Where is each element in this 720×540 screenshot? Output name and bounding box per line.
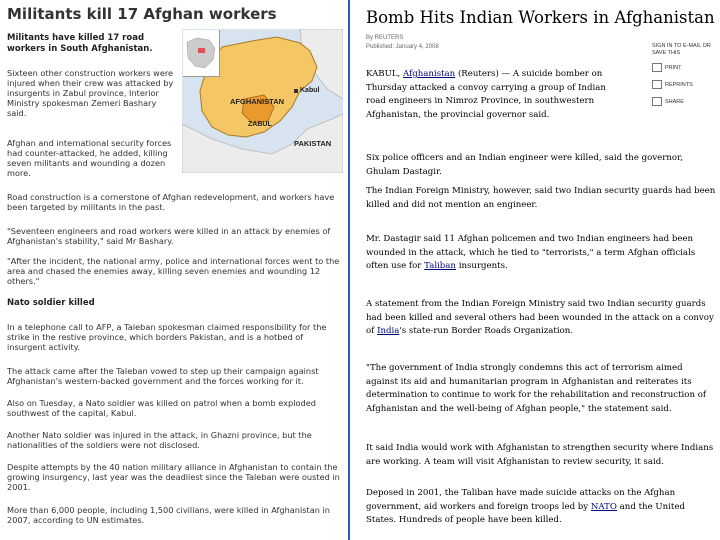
- panel-divider: [348, 0, 350, 540]
- india-link[interactable]: India: [377, 326, 400, 336]
- share-icon: [652, 97, 662, 106]
- signin-to-email-link[interactable]: SIGN IN TO E-MAIL OR SAVE THIS: [652, 43, 711, 56]
- byline: By REUTERS: [366, 35, 404, 41]
- taliban-link[interactable]: Taliban: [424, 261, 456, 271]
- paragraph-6: "The government of India strongly condemns this act of terrorism aimed against its aid and humanitarian program in Afghanistan and reiterates its determination to continue to work for the rehabilitation and reconstruction of Afghanistan and the well-being of Afghan people," the statement said.: [366, 363, 707, 414]
- article-headline: Bomb Hits Indian Workers in Afghanistan: [366, 8, 715, 27]
- published-date: Published: January 4, 2008: [366, 44, 439, 50]
- paragraph-1: Sixteen other construction workers were injured when their crew was attacked by insurgents in Zabul province, Interior Ministry spokesman Zemeri Bashary said.: [7, 68, 174, 118]
- inset-world-graphic: [183, 30, 219, 76]
- paragraph-11: More than 6,000 people, including 1,500 civilians, were killed in Afghanistan in 2007, according to UN estimates.: [7, 505, 330, 525]
- map-label-kabul: Kabul: [300, 87, 320, 94]
- paragraph-4: "Seventeen engineers and road workers were killed in an attack by enemies of Afghanistan's stability," said Mr Bashary.: [7, 226, 331, 246]
- paragraph-8: Deposed in 2001, the Taliban have made suicide attacks on the Afghan government, aid workers and foreign troops led by NATO and the United States. Hundreds of people have been killed.: [366, 488, 685, 525]
- nato-link[interactable]: NATO: [590, 501, 617, 512]
- bbc-article-panel: [0, 0, 346, 540]
- map-inset: [183, 30, 220, 77]
- map-label-afghanistan: AFGHANISTAN: [230, 97, 285, 106]
- reprints-label: REPRINTS: [665, 81, 693, 88]
- article-headline: Militants kill 17 Afghan workers: [7, 5, 277, 23]
- article-lead: Militants have killed 17 road workers in South Afghanistan.: [7, 33, 153, 54]
- map-label-pakistan: PAKISTAN: [294, 139, 332, 148]
- paragraph-2: Six police officers and an Indian engineer were killed, said the governor, Ghulam Dastagir.: [366, 153, 683, 177]
- paragraph-10: Despite attempts by the 40 nation military alliance in Afghanistan to contain the growing insurgency, last year was the deadliest since the Taleban were ousted in 2001.: [7, 462, 340, 492]
- map-label-zabul: ZABUL: [248, 121, 272, 128]
- paragraph-6: In a telephone call to AFP, a Taleban spokesman claimed responsibility for the strike in the restive province, which borders Pakistan, and is a hotbed of insurgent activity.: [7, 322, 327, 352]
- share-label: SHARE: [665, 98, 684, 105]
- paragraph-3: The Indian Foreign Ministry, however, said two Indian security guards had been killed and did not mention an engineer.: [366, 186, 716, 210]
- paragraph-5: "After the incident, the national army, police and international forces went to the area and chased the enemies away, killing seven enemies and wounding 12 others.": [7, 256, 340, 286]
- print-label: PRINT: [665, 64, 682, 71]
- nyt-article-panel: [352, 0, 720, 540]
- paragraph-7: The attack came after the Taleban vowed to step up their campaign against Afghanistan's western-backed government and the forces working for it.: [7, 366, 319, 386]
- subheading-nato-soldier-killed: Nato soldier killed: [7, 298, 95, 308]
- paragraph-5: A statement from the Indian Foreign Ministry said two Indian security guards had been killed and several others had been wounded in the attack on a convoy of India's state-run Border Roads Organization.: [366, 299, 714, 336]
- paragraph-1: KABUL, Afghanistan (Reuters) — A suicide bomber on Thursday attacked a convoy carrying a group of Indian road engineers in Nimroz Province, in southwestern Afghanistan, the provincial governor said.: [366, 69, 606, 120]
- document-icon: [652, 80, 662, 89]
- article-tools: [652, 43, 718, 114]
- dateline: KABUL,: [366, 69, 404, 79]
- printer-icon: [652, 63, 662, 72]
- paragraph-7: It said India would work with Afghanistan to strengthen security where Indians are working. A team will visit Afghanistan to review security, it said.: [366, 443, 714, 467]
- paragraph-3: Road construction is a cornerstone of Afghan redevelopment, and workers have been targeted by militants in the past.: [7, 192, 335, 212]
- afghanistan-link[interactable]: Afghanistan: [403, 69, 456, 79]
- share-button[interactable]: [652, 97, 718, 106]
- paragraph-9: Another Nato soldier was injured in the attack, in Ghazni province, but the nationalities of the soldiers were not disclosed.: [7, 430, 312, 450]
- paragraph-8: Also on Tuesday, a Nato soldier was killed on patrol when a bomb exploded southwest of the capital, Kabul.: [7, 398, 316, 418]
- paragraph-2: Afghan and international security forces had counter-attacked, he added, killing seven militants and wounding a dozen more.: [7, 138, 172, 178]
- paragraph-4: Mr. Dastagir said 11 Afghan policemen and two Indian engineers had been wounded in the attack, which he tied to "terrorists," a term Afghan officials often use for Taliban insurgents.: [366, 234, 696, 271]
- print-button[interactable]: [652, 63, 718, 72]
- reprints-button[interactable]: [652, 80, 718, 89]
